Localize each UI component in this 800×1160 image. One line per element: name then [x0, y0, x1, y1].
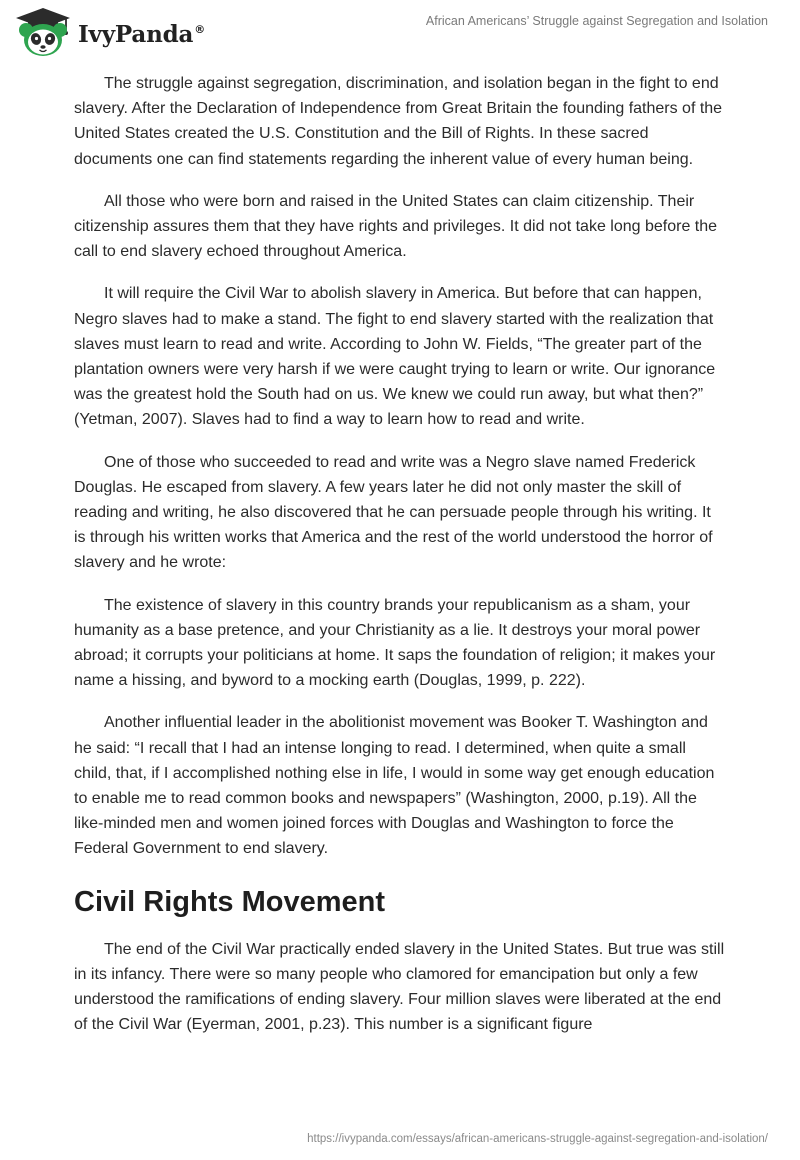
brand-name: IvyPanda® — [78, 20, 205, 48]
panda-graduate-icon — [14, 6, 72, 58]
paragraph: One of those who succeeded to read and write was a Negro slave named Frederick Douglas. He escaped from slavery. A few years later he did not only master the skill of reading and writing, he also discovered that he can persuade people through his writing. It is through his written works that America and the rest of the world understood the horror of slavery and he wrote: — [74, 453, 713, 572]
page-header — [0, 0, 800, 70]
paragraph: It will require the Civil War to abolish slavery in America. But before that can happen, Negro slaves had to make a stand. The fight to end slavery started with the realization that slaves must learn to read and write. According to John W. Fields, “The greater part of the plantation owners were very harsh if we were caught trying to learn or write. Our ignorance was the greatest hold the South had on us. We knew we could run away, but what then?” (Yetman, 2007). Slaves had to find a way to learn how to read and write. — [74, 285, 716, 429]
source-url[interactable]: https://ivypanda.com/essays/african-americans-struggle-against-segregation-and-isolation/ — [307, 1133, 768, 1145]
paragraph: Another influential leader in the abolitionist movement was Booker T. Washington and he said: “I recall that I had an intense longing to read. I determined, when quite a small child, that, if I accomplished nothing else in life, I would in some way get enough education to enable me to read common books and newspapers” (Washington, 2000, p.19). All the like-minded men and women joined forces with Douglas and Washington to force the Federal Government to end slavery. — [74, 714, 715, 858]
paragraph: All those who were born and raised in the United States can claim citizenship. Their citizenship assures them that they have rights and privileges. It did not take long before the call to end slavery echoed throughout America. — [74, 192, 718, 261]
section-heading: Civil Rights Movement — [74, 885, 385, 918]
ivypanda-logo[interactable] — [14, 6, 205, 58]
paragraph: The struggle against segregation, discrimination, and isolation began in the fight to end slavery. After the Declaration of Independence from Great Britain the founding fathers of the United States created the U.S. Constitution and the Bill of Rights. In these sacred documents one can find statements regarding the inherent value of every human being. — [74, 75, 723, 168]
quote-paragraph: The existence of slavery in this country brands your republicanism as a sham, your humanity as a base pretence, and your Christianity as a lie. It destroys your moral power abroad; it corrupts your politicians at home. It saps the foundation of religion; it makes your name a hissing, and byword to a mocking earth (Douglas, 1999, p. 222). — [74, 596, 716, 690]
essay-content — [74, 71, 726, 1055]
registered-mark: ® — [194, 22, 205, 36]
paragraph: The end of the Civil War practically ended slavery in the United States. But true was still in its infancy. There were so many people who clamored for emancipation but only a few understood the ramifications of ending slavery. Four million slaves were liberated at the end of the Civil War (Eyerman, 2001, p.23). This number is a significant figure — [74, 940, 725, 1034]
document-title: African Americans’ Struggle against Segregation and Isolation — [425, 14, 768, 28]
